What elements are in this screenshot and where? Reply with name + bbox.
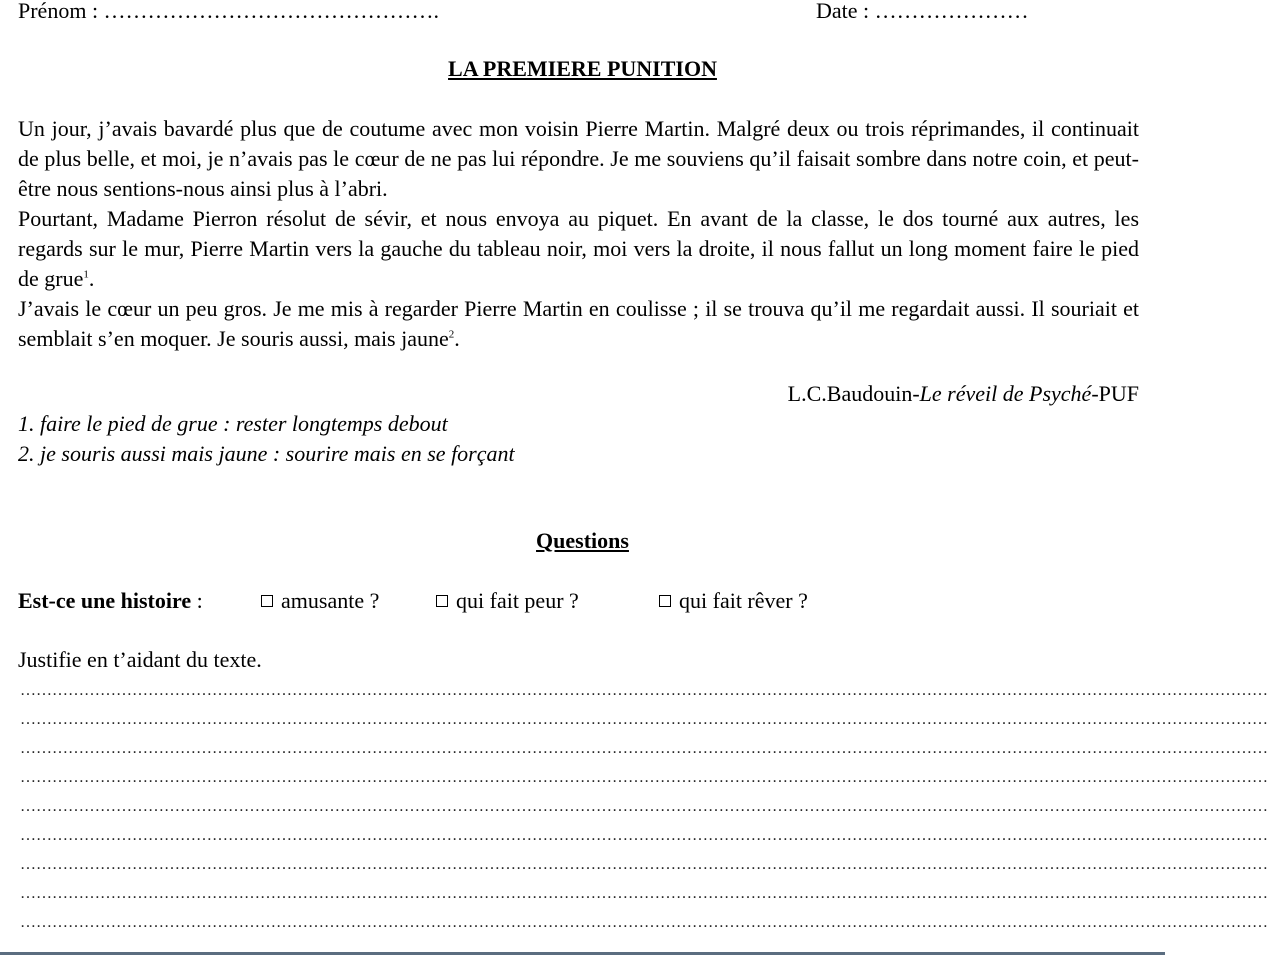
checkbox-icon[interactable] (436, 595, 448, 607)
paragraph-2 (18, 204, 1139, 294)
paragraph-3-text: J’avais le cœur un peu gros. Je me mis à regarder Pierre Martin en coulisse ; il se trouva qu’il me regardait aussi. Il souriait et semblait s’en moquer. Je souris aussi, mais jaune (18, 296, 1139, 351)
paragraph-1: Un jour, j’avais bavardé plus que de coutume avec mon voisin Pierre Martin. Malgré deux ou trois réprimandes, il continuait de plus belle, et moi, je n’avais pas le cœur de ne pas lui répondre. Je me souviens qu’il faisait sombre dans notre coin, et peut-être nous sentions-nous ainsi plus à l’abri. (18, 116, 1139, 201)
answer-line-1[interactable]: ……………………………………………………………………………………………………………………………………………………………………………………………………………… (20, 682, 1268, 699)
footnotes (18, 409, 515, 469)
paragraph-2-end: . (88, 266, 95, 291)
page-title: LA PREMIERE PUNITION (448, 56, 717, 81)
paragraph-3-end: . (454, 326, 460, 351)
source-publisher: -PUF (1091, 381, 1139, 406)
checkbox-icon[interactable] (659, 595, 671, 607)
answer-line-3[interactable]: ……………………………………………………………………………………………………………………………………………………………………………………………………………… (20, 740, 1268, 757)
answer-line-5[interactable]: ……………………………………………………………………………………………………………………………………………………………………………………………………………… (20, 798, 1268, 815)
prenom-field[interactable]: Prénom : ………………………………………. (18, 0, 440, 23)
footnote-2: 2. je souris aussi mais jaune : sourire mais en se forçant (18, 441, 515, 466)
header (18, 0, 1139, 25)
source-work: Le réveil de Psyché (919, 381, 1092, 406)
checkbox-icon[interactable] (261, 595, 273, 607)
answer-line-6[interactable]: ……………………………………………………………………………………………………………………………………………………………………………………………………………… (20, 827, 1268, 844)
question-1-colon: : (191, 588, 203, 613)
option-amusante-label: amusante ? (281, 588, 380, 613)
answer-line-7[interactable]: ……………………………………………………………………………………………………………………………………………………………………………………………………………… (20, 856, 1268, 873)
paragraph-2-text: Pourtant, Madame Pierron résolut de sévir, et nous envoya au piquet. En avant de la classe, le dos tourné aux autres, les regards sur le mur, Pierre Martin vers la gauche du tableau noir, moi vers la droite, il nous fallut un long moment faire le pied de grue (18, 206, 1139, 291)
questions-title: Questions (536, 528, 629, 553)
option-qui-fait-rever-label: qui fait rêver ? (679, 588, 808, 613)
source-citation (788, 379, 1139, 409)
answer-line-8[interactable]: ……………………………………………………………………………………………………………………………………………………………………………………………………………… (20, 885, 1268, 902)
option-amusante[interactable] (261, 586, 379, 616)
source-author: L.C.Baudouin- (787, 381, 920, 406)
answer-line-9[interactable]: ……………………………………………………………………………………………………………………………………………………………………………………………………………… (20, 914, 1268, 931)
option-qui-fait-peur-label: qui fait peur ? (456, 588, 579, 613)
option-qui-fait-peur[interactable] (436, 586, 579, 616)
question-1 (18, 586, 203, 616)
story-text (18, 114, 1139, 354)
paragraph-3 (18, 294, 1139, 354)
answer-line-4[interactable]: ……………………………………………………………………………………………………………………………………………………………………………………………………………… (20, 769, 1268, 786)
justify-instruction: Justifie en t’aidant du texte. (18, 647, 262, 672)
footnote-ref-2: 2 (448, 328, 455, 341)
footnote-ref-1: 1 (83, 268, 89, 281)
date-field[interactable]: Date : ………………… (816, 0, 1029, 23)
option-qui-fait-rever[interactable] (659, 586, 808, 616)
footnote-1: 1. faire le pied de grue : rester longtemps debout (18, 411, 448, 436)
answer-line-2[interactable]: ……………………………………………………………………………………………………………………………………………………………………………………………………………… (20, 711, 1268, 728)
question-1-label: Est-ce une histoire (18, 588, 192, 613)
